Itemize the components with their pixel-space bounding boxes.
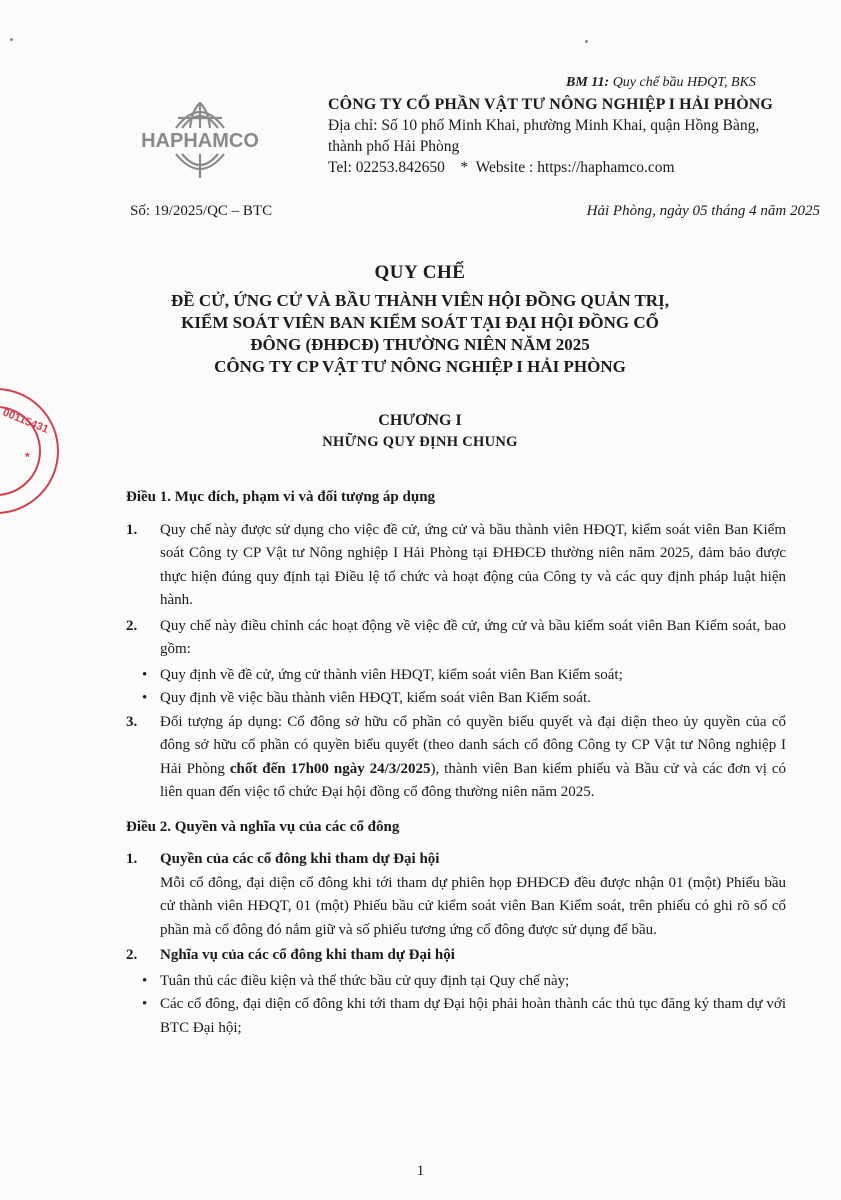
article-1-heading: Điều 1. Mục đích, phạm vi và đối tượng áp dụng	[126, 489, 436, 505]
company-header	[328, 94, 773, 178]
company-contact: Tel: 02253.842650 * Website : https://haphamco.com	[328, 159, 675, 176]
item-heading: Nghĩa vụ của các cổ đông khi tham dự Đại hội	[160, 947, 455, 963]
chapter-heading	[100, 412, 740, 451]
article-1-item-2-bullet-1	[126, 664, 786, 688]
item-text: Mỗi cổ đông, đại diện cổ đông khi tới tham dự phiên họp ĐHĐCĐ đều được nhận 01 (một) Phiếu bầu cử thành viên HĐQT, 01 (một) Phiếu bầu cử kiểm soát viên Ban Kiểm soát, trên phiếu có ghi rõ số cổ phần mà cổ đông đó nắm giữ và số phiếu tương ứng cổ đông được sử dụng để bầu.	[160, 874, 786, 938]
item-text-part: Đối tượng áp dụng: Cổ đông sở hữu cổ phần có quyền biểu quyết và đại diện theo ủy quyền của cổ đông sở hữu cổ phần có quyền biểu quyết (theo danh sách cổ đông Công ty CP Vật tư Nông nghiệp I Hải Phòng	[160, 713, 786, 777]
svg-text:*: *	[25, 450, 30, 464]
company-name: CÔNG TY CỔ PHẦN VẬT TƯ NÔNG NGHIỆP I HẢI PHÒNG	[328, 96, 773, 113]
title-line4: CÔNG TY CP VẬT TƯ NÔNG NGHIỆP I HẢI PHÒNG	[214, 357, 626, 376]
item-heading: Quyền của các cổ đông khi tham dự Đại hội	[160, 851, 440, 867]
item-text	[160, 714, 786, 801]
form-code-text: Quy chế bầu HĐQT, BKS	[612, 75, 756, 90]
form-code-label: BM 11:	[566, 75, 610, 90]
chapter-name: NHỮNG QUY ĐỊNH CHUNG	[322, 434, 518, 450]
bullet-text: Các cổ đông, đại diện cổ đông khi tới tham dự Đại hội phải hoàn thành các thủ tục đăng ký tham dự với BTC Đại hội;	[160, 996, 786, 1036]
bullet-icon: •	[142, 996, 148, 1012]
bullet-icon: •	[142, 690, 148, 706]
bullet-text: Quy định về việc bầu thành viên HĐQT, kiểm soát viên Ban Kiểm soát.	[160, 690, 591, 706]
item-text: Quy chế này điều chỉnh các hoạt động về việc đề cử, ứng cử và bầu kiểm soát viên Ban Kiểm soát, bao gồm:	[160, 617, 786, 657]
company-stamp	[0, 385, 62, 517]
form-code	[566, 75, 756, 91]
item-number: 1.	[126, 851, 138, 867]
chapter-number: CHƯƠNG I	[378, 412, 462, 429]
article-1-item-1	[126, 519, 786, 613]
item-number: 2.	[126, 617, 138, 634]
article-2-heading: Điều 2. Quyền và nghĩa vụ của các cổ đông	[126, 818, 400, 835]
company-logo	[120, 98, 280, 178]
item-text-part: ), thành viên Ban kiểm phiếu và Bầu cử và các đơn vị có liên quan đến việc tổ chức Đại hội đồng cổ đông thường niên năm 2025.	[160, 760, 787, 800]
document-title	[100, 262, 740, 378]
title-line3: ĐÔNG (ĐHĐCĐ) THƯỜNG NIÊN NĂM 2025	[250, 335, 590, 354]
title-main: QUY CHẾ	[374, 262, 466, 283]
article-1-item-2-bullet-2	[126, 687, 786, 711]
article-2-item-2-bullet-1	[126, 970, 786, 994]
item-text: Quy chế này được sử dụng cho việc đề cử, ứng cử và bầu thành viên HĐQT, kiểm soát viên Ban Kiểm soát Công ty CP Vật tư Nông nghiệp I Hải Phòng tại ĐHĐCĐ thường niên năm 2025, đảm bảo được thực hiện đúng quy định tại Điều lệ tổ chức và hoạt động của Công ty và các quy định pháp luật hiện hành.	[160, 521, 786, 608]
article-1-item-3	[126, 711, 786, 805]
title-line2: KIỂM SOÁT VIÊN BAN KIỂM SOÁT TẠI ĐẠI HỘI ĐỒNG CỔ	[181, 313, 659, 332]
company-address-line1: Địa chỉ: Số 10 phố Minh Khai, phường Minh Khai, quận Hồng Bàng,	[328, 117, 760, 134]
page-number: 1	[416, 1163, 425, 1179]
scan-speck	[10, 38, 13, 41]
bullet-text: Tuân thủ các điều kiện và thể thức bầu cử quy định tại Quy chế này;	[160, 972, 570, 989]
bullet-text: Quy định về đề cử, ứng cử thành viên HĐQT, kiểm soát viên Ban Kiểm soát;	[160, 666, 623, 683]
article-2-item-2	[126, 944, 786, 968]
item-number: 2.	[126, 947, 138, 963]
scan-speck	[585, 40, 588, 43]
bullet-icon: •	[142, 972, 148, 989]
item-number: 1.	[126, 521, 138, 538]
item-number: 3.	[126, 713, 138, 730]
document-date: Hải Phòng, ngày 05 tháng 4 năm 2025	[586, 203, 820, 219]
document-number: Số: 19/2025/QC – BTC	[130, 203, 273, 219]
cutoff-date: chốt đến 17h00 ngày 24/3/2025	[229, 760, 431, 777]
bullet-icon: •	[142, 666, 148, 683]
globe-icon	[120, 98, 280, 178]
article-1-item-2	[126, 615, 786, 662]
company-address-line2: thành phố Hải Phòng	[328, 138, 460, 155]
document-body	[126, 486, 786, 1040]
logo-text: HAPHAMCO	[141, 130, 259, 152]
article-2-item-1	[126, 848, 786, 942]
article-2-item-2-bullet-2	[126, 993, 786, 1040]
title-line1: ĐỀ CỬ, ỨNG CỬ VÀ BẦU THÀNH VIÊN HỘI ĐỒNG QUẢN TRỊ,	[171, 291, 669, 310]
svg-text:00115431: 00115431	[0, 406, 51, 436]
